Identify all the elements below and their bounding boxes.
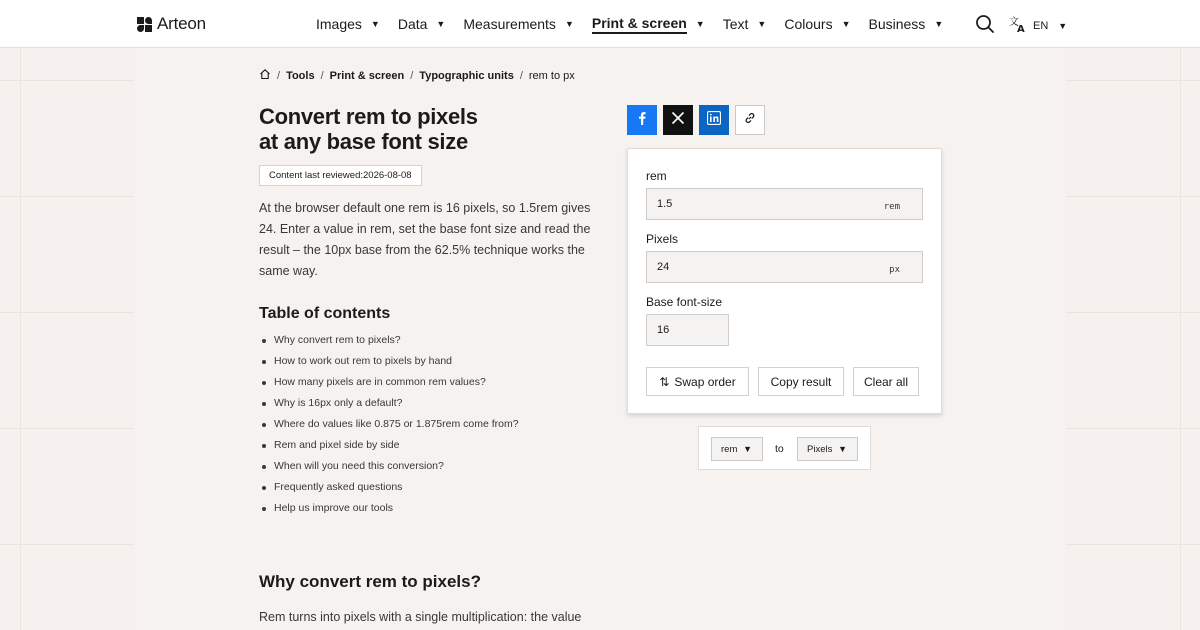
logo[interactable]: [137, 14, 206, 34]
section-title: Why convert rem to pixels?: [259, 572, 481, 591]
caret-down-icon: ▼: [934, 19, 944, 29]
caret-down-icon: ▼: [757, 19, 767, 29]
copy-result-button[interactable]: Copy result: [758, 367, 844, 396]
toc-item[interactable]: Where do values like 0.875 or 1.875rem come from?: [274, 414, 519, 435]
table-of-contents: [274, 330, 519, 519]
caret-down-icon: ▼: [436, 19, 446, 29]
nav-item-measurements[interactable]: Measurements ▼: [463, 16, 574, 32]
translate-icon: [1009, 15, 1027, 36]
rem-unit: rem: [883, 202, 900, 212]
language-selector[interactable]: [1009, 15, 1067, 36]
language-code: EN: [1033, 19, 1049, 32]
page-title: Convert rem to pixels at any base font size: [259, 104, 478, 154]
intro-paragraph: At the browser default one rem is 16 pixels, so 1.5rem gives 24. Enter a value in rem, set the base font size and read the result – the 10px base from the 62.5% technique works the same way.: [259, 201, 591, 278]
nav-item-data[interactable]: Data ▼: [397, 16, 446, 32]
breadcrumb: / Tools / Print & screen / Typographic units / rem to px: [259, 68, 575, 83]
copy-link-button[interactable]: [735, 105, 765, 135]
nav-item-colours[interactable]: Colours ▼: [784, 16, 851, 32]
caret-down-icon: ▼: [841, 19, 851, 29]
logo-icon: [137, 17, 152, 32]
facebook-icon: [636, 111, 648, 130]
nav-item-images[interactable]: Images ▼: [316, 16, 380, 32]
px-unit: px: [889, 265, 900, 275]
caret-down-icon: ▼: [370, 19, 380, 29]
site-header: [0, 0, 1200, 48]
svg-text:A: A: [1017, 24, 1025, 33]
nav-item-business[interactable]: Business ▼: [868, 16, 944, 32]
from-unit-select[interactable]: rem ▼: [711, 437, 763, 461]
unit-selector: [698, 426, 871, 470]
linkedin-icon: [707, 111, 721, 130]
to-unit-select[interactable]: Pixels ▼: [797, 437, 858, 461]
caret-down-icon: ▼: [564, 19, 574, 29]
caret-down-icon: ▼: [743, 444, 752, 454]
toc-item[interactable]: How to work out rem to pixels by hand: [274, 351, 519, 372]
link-icon: [743, 111, 757, 130]
share-buttons: [627, 105, 765, 135]
caret-down-icon: ▼: [838, 444, 847, 454]
section-paragraph: Rem turns into pixels with a single multiplication: the value: [259, 610, 582, 624]
converter-card: [627, 148, 942, 414]
swap-icon: ⇅: [659, 374, 670, 389]
toc-title: Table of contents: [259, 305, 391, 322]
toc-item[interactable]: When will you need this conversion?: [274, 456, 519, 477]
clear-all-button[interactable]: Clear all: [853, 367, 919, 396]
caret-down-icon: ▼: [1058, 20, 1068, 31]
breadcrumb-link-tools[interactable]: Tools: [286, 69, 315, 82]
main-nav: [316, 0, 961, 48]
base-font-size-input[interactable]: 16: [646, 314, 729, 346]
units-to-label: to: [775, 443, 784, 455]
home-icon[interactable]: [259, 68, 271, 83]
search-icon[interactable]: [975, 14, 995, 34]
breadcrumb-current: rem to px: [528, 69, 575, 82]
nav-item-text[interactable]: Text ▼: [722, 16, 767, 32]
svg-text:文: 文: [1009, 17, 1019, 28]
breadcrumb-link-typographic-units[interactable]: Typographic units: [419, 69, 514, 82]
share-facebook-button[interactable]: [627, 105, 657, 135]
caret-down-icon: ▼: [695, 19, 705, 29]
toc-item[interactable]: Rem and pixel side by side: [274, 435, 519, 456]
toc-item[interactable]: Help us improve our tools: [274, 498, 519, 519]
breadcrumb-link-print-screen[interactable]: Print & screen: [329, 69, 405, 82]
toc-item[interactable]: Why is 16px only a default?: [274, 393, 519, 414]
pixels-label: Pixels: [646, 232, 679, 246]
rem-label: rem: [646, 169, 667, 183]
share-linkedin-button[interactable]: [699, 105, 729, 135]
pixels-input[interactable]: 24 px: [646, 251, 923, 283]
toc-item[interactable]: How many pixels are in common rem values?: [274, 372, 519, 393]
toc-item[interactable]: Frequently asked questions: [274, 477, 519, 498]
nav-item-print-screen[interactable]: Print & screen ▼: [592, 0, 705, 48]
rem-input[interactable]: 1.5 rem: [646, 188, 923, 220]
brand-name: Arteon: [157, 14, 206, 33]
x-icon: [671, 111, 685, 130]
share-x-button[interactable]: [663, 105, 693, 135]
swap-order-button[interactable]: ⇅ Swap order: [646, 367, 749, 396]
toc-item[interactable]: Why convert rem to pixels?: [274, 330, 519, 351]
reviewed-badge: Content last reviewed: 2026-08-08: [259, 165, 422, 186]
base-font-size-label: Base font-size: [646, 295, 723, 309]
